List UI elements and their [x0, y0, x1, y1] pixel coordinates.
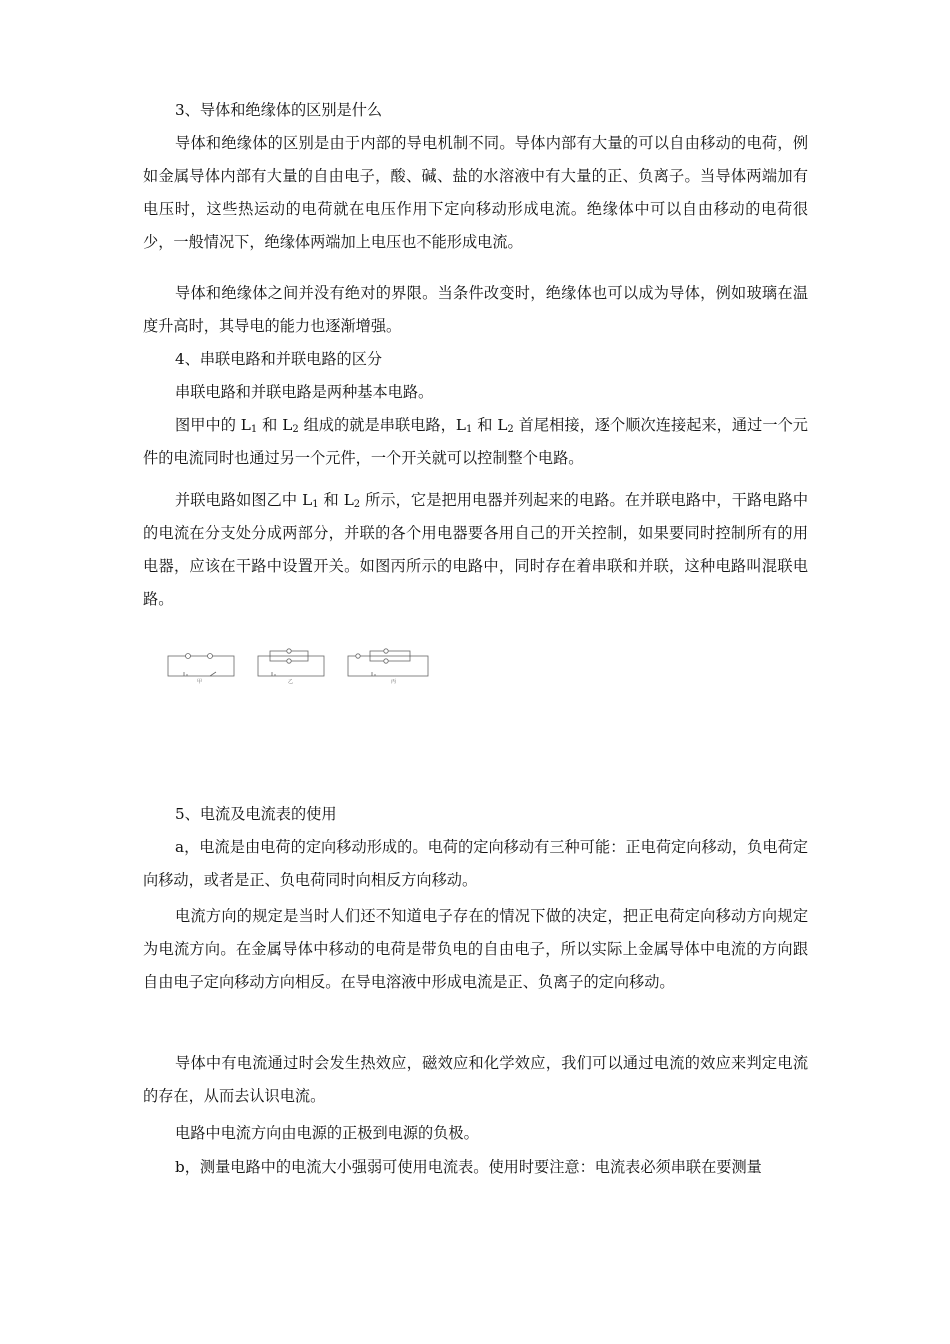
- series-circuit-diagram: [168, 654, 234, 686]
- section-3-heading: 3、导体和绝缘体的区别是什么: [175, 101, 383, 119]
- figure-label-bing: 丙: [391, 679, 397, 685]
- section-5-paragraph-b: b，测量电路中的电流大小强弱可使用电流表。使用时要注意：电流表必须串联在要测量: [175, 1158, 762, 1176]
- section-4-heading: 4、串联电路和并联电路的区分: [175, 350, 383, 368]
- circuit-figures: [166, 648, 436, 688]
- section-3-paragraph-1: 导体和绝缘体的区别是由于内部的导电机制不同。导体内部有大量的可以自由移动的电荷，例如金属导体内部有大量的自由电子，酸、碱、盐的水溶液中有大量的正、负离子。当导体两端加有电压时，这些热运动的电荷就在电压作用下定向移动形成电流。绝缘体中可以自由移动的电荷很少，一般情况下，绝缘体两端加上电压也不能形成电流。: [143, 134, 808, 251]
- section-4-paragraph-3: 并联电路如图乙中 $L_1$ 和 $L_2$ 所示，它是把用电器并列起来的电路。在并联电路中，干路电路中的电流在分支处分成两部分，并联的各个用电器要各用自己的开关控制，如果要同时控制所有的用电器，应该在干路中设置开关。如图丙所示的电路中，同时存在着串联和并联，这种电路叫混联电路。: [143, 491, 809, 608]
- section-4-paragraph-1: 串联电路和并联电路是两种基本电路。: [175, 383, 434, 401]
- mixed-circuit-diagram: [348, 649, 428, 685]
- section-5-paragraph-effects: 导体中有电流通过时会发生热效应，磁效应和化学效应，我们可以通过电流的效应来判定电流的存在，从而去认识电流。: [143, 1054, 808, 1105]
- figure-label-jia: 甲: [197, 679, 203, 685]
- section-5-paragraph-direction: 电流方向的规定是当时人们还不知道电子存在的情况下做的决定，把正电荷定向移动方向规定为电流方向。在金属导体中移动的电荷是带负电的自由电子，所以实际上金属导体中电流的方向跟自由电子定向移动方向相反。在导电溶液中形成电流是正、负离子的定向移动。: [143, 907, 808, 991]
- section-5-paragraph-flow: 电路中电流方向由电源的正极到电源的负极。: [175, 1124, 479, 1142]
- section-4-paragraph-2: 图甲中的 $L_1$ 和 $L_2$ 组成的就是串联电路，$L_1$ 和 $L_2$ 首尾相接，逐个顺次连接起来，通过一个元件的电流同时也通过另一个元件，一个开关就可以控制整个电路。: [143, 416, 808, 467]
- section-5-paragraph-a: a，电流是由电荷的定向移动形成的。电荷的定向移动有三种可能：正电荷定向移动，负电荷定向移动，或者是正、负电荷同时向相反方向移动。: [143, 838, 808, 889]
- section-3-paragraph-2: 导体和绝缘体之间并没有绝对的界限。当条件改变时，绝缘体也可以成为导体，例如玻璃在温度升高时，其导电的能力也逐渐增强。: [143, 284, 808, 335]
- parallel-circuit-diagram: [258, 649, 324, 685]
- figure-label-yi: 乙: [288, 679, 294, 685]
- section-5-heading: 5、电流及电流表的使用: [175, 805, 337, 823]
